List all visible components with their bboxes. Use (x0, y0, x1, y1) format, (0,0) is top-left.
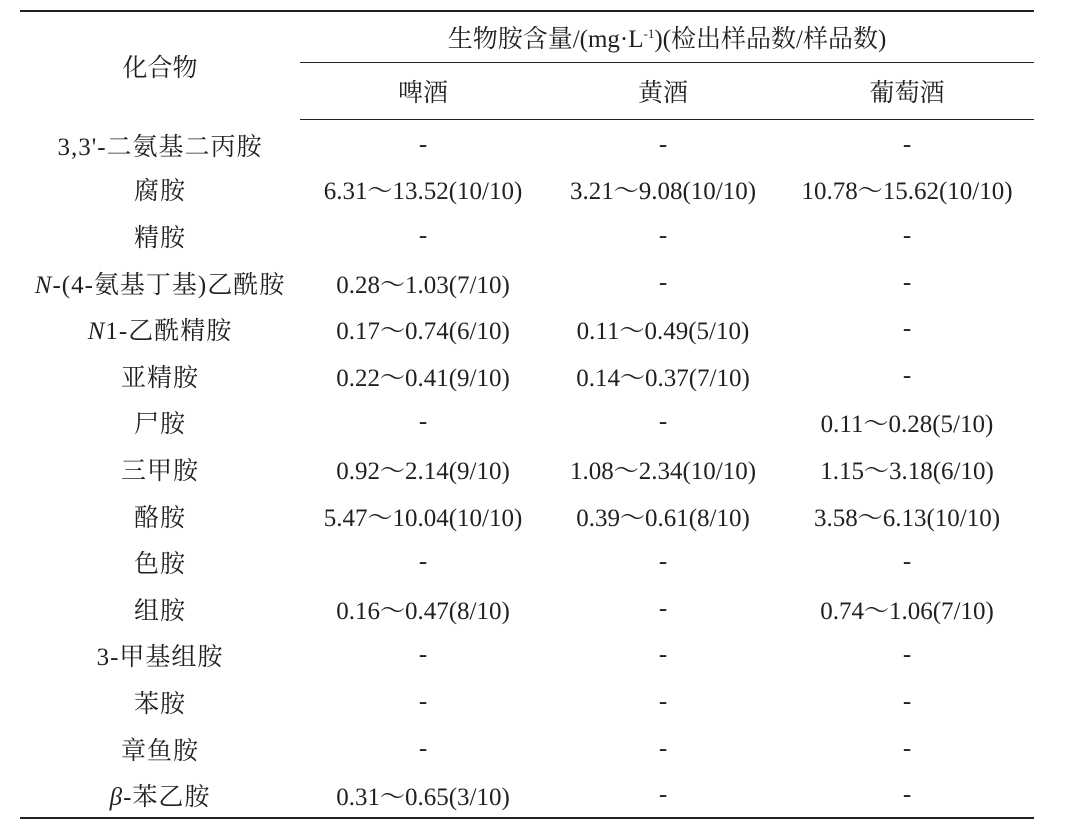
table-row (20, 120, 1034, 167)
compound-name-cell: 章鱼胺 (120, 737, 199, 765)
beer-value-cell: 0.22～0.41(9/10) (336, 364, 510, 392)
huangjiu-value-cell: - (658, 594, 668, 622)
beer-value-cell: - (418, 687, 428, 715)
wine-value-cell: - (902, 131, 912, 159)
compound-name-cell: 尸胺 (133, 411, 186, 439)
beer-value-cell: - (418, 221, 428, 249)
compound-name-cell: 酪胺 (133, 504, 186, 532)
beer-value-cell: - (418, 734, 428, 762)
beer-value-cell: 6.31～13.52(10/10) (323, 178, 523, 206)
content-group-header: 生物胺含量$/(mg\cdot L^{-1})$(检出样品数/样品数) (300, 11, 1034, 63)
huangjiu-value-cell: 0.14～0.37(7/10) (576, 364, 750, 392)
table-row (20, 539, 1034, 586)
table-row (20, 166, 1034, 213)
compound-name-cell: 精胺 (133, 224, 186, 252)
huangjiu-value-cell: 3.21～9.08(10/10) (569, 178, 757, 206)
wine-value-cell: - (902, 548, 912, 576)
biogenic-amine-table-container (20, 10, 1034, 819)
compound-name-cell: 苯胺 (133, 690, 186, 718)
compound-name-cell: 3-甲基组胺 (96, 644, 224, 672)
huangjiu-value-cell: 0.11～0.49(5/10) (576, 318, 750, 346)
beer-value-cell: 0.16～0.47(8/10) (336, 597, 510, 625)
huangjiu-value-cell: - (658, 131, 668, 159)
compound-name-cell: β-苯乙胺 (20, 772, 300, 819)
wine-value-cell: - (780, 772, 1034, 819)
table-row (20, 446, 1034, 493)
beer-value-cell: 0.28～1.03(7/10) (336, 271, 510, 299)
beer-value-cell: - (418, 131, 428, 159)
table-body (20, 120, 1034, 819)
wine-value-cell: 3.58～6.13(10/10) (813, 504, 1001, 532)
wine-value-cell: - (902, 221, 912, 249)
huangjiu-value-cell: - (658, 641, 668, 669)
table-row (20, 772, 1034, 819)
biogenic-amine-table (20, 10, 1034, 819)
wine-value-cell: 1.15～3.18(6/10) (820, 457, 994, 485)
compound-name-cell: 三甲胺 (120, 457, 199, 485)
table-row (20, 213, 1034, 260)
table-row (20, 399, 1034, 446)
beer-value-cell: - (418, 641, 428, 669)
table-row (20, 306, 1034, 353)
huangjiu-value-cell: 0.39～0.61(8/10) (576, 504, 750, 532)
huangjiu-value-cell: - (658, 221, 668, 249)
wine-value-cell: - (902, 641, 912, 669)
wine-value-cell: 0.11～0.28(5/10) (820, 411, 994, 439)
huangjiu-column-header: 黄酒 (546, 63, 780, 120)
wine-value-cell: - (902, 734, 912, 762)
huangjiu-value-cell: - (658, 548, 668, 576)
compound-name-cell: N1-乙酰精胺 (87, 318, 233, 346)
beer-value-cell: - (418, 408, 428, 436)
beer-value-cell: - (418, 548, 428, 576)
table-row (20, 725, 1034, 772)
wine-value-cell: 10.78～15.62(10/10) (801, 178, 1013, 206)
huangjiu-value-cell: - (658, 408, 668, 436)
table-row (20, 492, 1034, 539)
compound-header: 化合物 (20, 11, 300, 120)
table-row (20, 259, 1034, 306)
table-row (20, 585, 1034, 632)
huangjiu-value-cell: - (658, 687, 668, 715)
beer-value-cell: 0.92～2.14(9/10) (336, 457, 510, 485)
compound-name-cell: 亚精胺 (120, 364, 199, 392)
table-row (20, 632, 1034, 679)
wine-value-cell: - (902, 687, 912, 715)
huangjiu-value-cell: - (546, 772, 780, 819)
huangjiu-value-cell: 1.08～2.34(10/10) (569, 457, 757, 485)
huangjiu-value-cell: - (658, 268, 668, 296)
table-row (20, 352, 1034, 399)
compound-name-cell: N-(4-氨基丁基)乙酰胺 (34, 271, 286, 299)
huangjiu-value-cell: - (658, 734, 668, 762)
compound-name-cell: 腐胺 (133, 178, 186, 206)
wine-column-header: 葡萄酒 (780, 63, 1034, 120)
beer-value-cell: 0.17～0.74(6/10) (336, 318, 510, 346)
wine-value-cell: - (902, 268, 912, 296)
beer-column-header: 啤酒 (300, 63, 546, 120)
table-row (20, 679, 1034, 726)
wine-value-cell: 0.74～1.06(7/10) (820, 597, 994, 625)
compound-name-cell: 色胺 (133, 551, 186, 579)
compound-name-cell: 组胺 (133, 597, 186, 625)
compound-name-cell: 3,3'-二氨基二丙胺 (57, 133, 263, 161)
wine-value-cell: - (902, 361, 912, 389)
wine-value-cell: - (902, 315, 912, 343)
beer-value-cell: 0.31～0.65(3/10) (300, 772, 546, 819)
beer-value-cell: 5.47～10.04(10/10) (323, 504, 523, 532)
